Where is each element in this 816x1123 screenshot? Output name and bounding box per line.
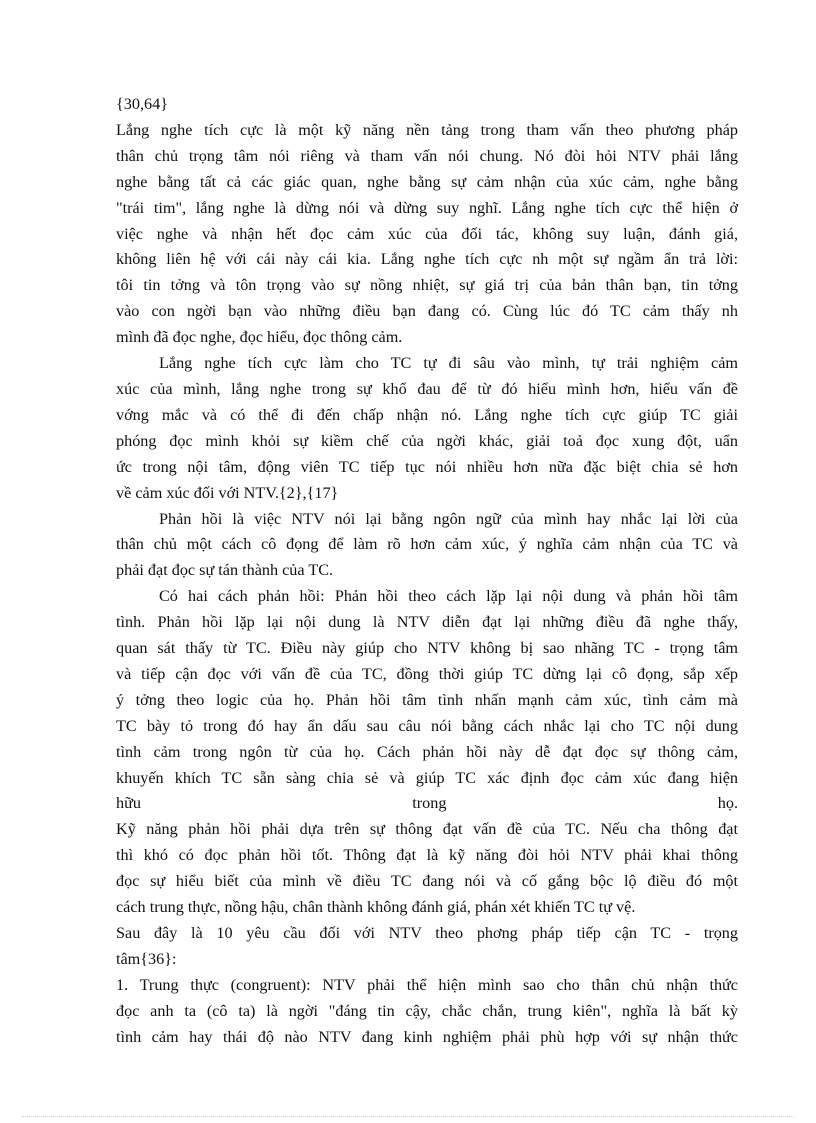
text-line: xúc của mình, lắng nghe trong sự khổ đau để từ đó hiểu mình hơn, hiểu vấn đề <box>116 379 738 398</box>
text-line: và tiếp cận đọc với vấn đề của TC, đồng thời giúp TC dừng lại cô đọng, sắp xếp <box>116 664 738 683</box>
text-line: hữu trong họ. <box>116 794 738 813</box>
text-line: tình. Phản hồi lặp lại nội dung là NTV diễn đạt lại những điều đã nghe thấy, <box>116 613 738 632</box>
text-line: tình cảm hay thái độ nào NTV đang kinh nghiệm phải phù hợp với sự nhận thức <box>116 1027 738 1046</box>
text-line: mình đã đọc nghe, đọc hiểu, đọc thông cảm. <box>116 328 403 347</box>
text-line: quan sát thấy từ TC. Điều này giúp cho NTV không bị sao nhãng TC - trọng tâm <box>116 639 738 658</box>
text-line: "trái tim", lắng nghe là dừng nói và dừng suy nghĩ. Lắng nghe tích cực thể hiện ở <box>116 198 738 217</box>
text-line: Lắng nghe tích cực là một kỹ năng nền tảng trong tham vấn theo phương pháp <box>116 120 738 139</box>
text-line: không liên hệ với cái này cái kia. Lắng nghe tích cực nh một sự ngầm ẩn trả lời: <box>116 250 738 269</box>
page-bottom-divider <box>22 1116 794 1117</box>
text-line: cách trung thực, nồng hậu, chân thành không đánh giá, phán xét khiến TC tự vệ. <box>116 898 636 917</box>
text-line: ý tởng theo logic của họ. Phản hồi tâm tình nhấn mạnh cảm xúc, tình cảm mà <box>116 690 738 709</box>
text-line: tình cảm trong ngôn từ của họ. Cách phản hồi này dễ đạt đọc sự thông cảm, <box>116 742 738 761</box>
text-line: đọc anh ta (cô ta) là ngời "đáng tin cậy, chắc chắn, trung kiên", nghĩa là bất kỳ <box>116 1001 738 1020</box>
text-line: về cảm xúc đối với NTV.{2},{17} <box>116 483 339 502</box>
text-line: thì khó có đọc phản hồi tốt. Thông đạt là kỹ năng đòi hỏi NTV phải khai thông <box>116 846 738 865</box>
text-line: đọc sự hiểu biết của mình về điều TC đang nói và cố gắng bộc lộ điều đó một <box>116 872 738 891</box>
text-line: vào con ngời bạn vào những điều bạn đang có. Cùng lúc đó TC cảm thấy nh <box>116 302 738 321</box>
text-line: tôi tin tởng và tôn trọng vào sự nồng nhiệt, sự giá trị của bản thân bạn, tin tởng <box>116 276 738 295</box>
reference-line: {30,64} <box>116 95 168 113</box>
text-line: vớng mắc và có thể đi đến chấp nhận nó. Lắng nghe tích cực giúp TC giải <box>116 405 738 424</box>
text-line: 1. Trung thực (congruent): NTV phải thể hiện mình sao cho thân chủ nhận thức <box>116 975 738 994</box>
text-line: việc nghe và nhận hết đọc cảm xúc của đối tác, không suy luận, đánh giá, <box>116 224 738 243</box>
text-line: Phản hồi là việc NTV nói lại bằng ngôn ngữ của mình hay nhắc lại lời của <box>159 509 738 528</box>
text-line: thân chủ một cách cô đọng để làm rõ hơn cảm xúc, ý nghĩa cảm nhận của TC và <box>116 535 738 554</box>
text-line: tâm{36}: <box>116 949 177 968</box>
text-line: nghe bằng tất cả các giác quan, nghe bằng sự cảm nhận của xúc cảm, nghe bằng <box>116 172 738 191</box>
text-line: phải đạt đọc sự tán thành của TC. <box>116 561 334 580</box>
paragraph-container <box>116 118 738 1051</box>
text-line: khuyến khích TC sẵn sàng chia sẻ và giúp TC xác định đọc cảm xúc đang hiện <box>116 768 738 787</box>
text-line: phóng đọc mình khỏi sự kiềm chế của ngời khác, giải toả đọc xung đột, uẩn <box>116 431 738 450</box>
text-line: Lắng nghe tích cực làm cho TC tự đi sâu vào mình, tự trải nghiệm cảm <box>159 354 738 373</box>
text-line: Kỹ năng phản hồi phải dựa trên sự thông đạt vấn đề của TC. Nếu cha thông đạt <box>116 820 738 839</box>
document-page <box>116 92 738 1051</box>
text-line: Có hai cách phản hồi: Phản hồi theo cách lặp lại nội dung và phản hồi tâm <box>159 587 738 606</box>
text-line: ức trong nội tâm, động viên TC tiếp tục nói nhiều hơn nữa đặc biệt chia sẻ hơn <box>116 457 738 476</box>
text-line: TC bày tỏ trong đó hay ẩn dấu sau câu nói bằng cách nhắc lại cho TC nội dung <box>116 716 738 735</box>
text-line: thân chủ trọng tâm nói riêng và tham vấn nói chung. Nó đòi hỏi NTV phải lắng <box>116 146 738 165</box>
text-line: Sau đây là 10 yêu cầu đối với NTV theo phơng pháp tiếp cận TC - trọng <box>116 924 738 942</box>
